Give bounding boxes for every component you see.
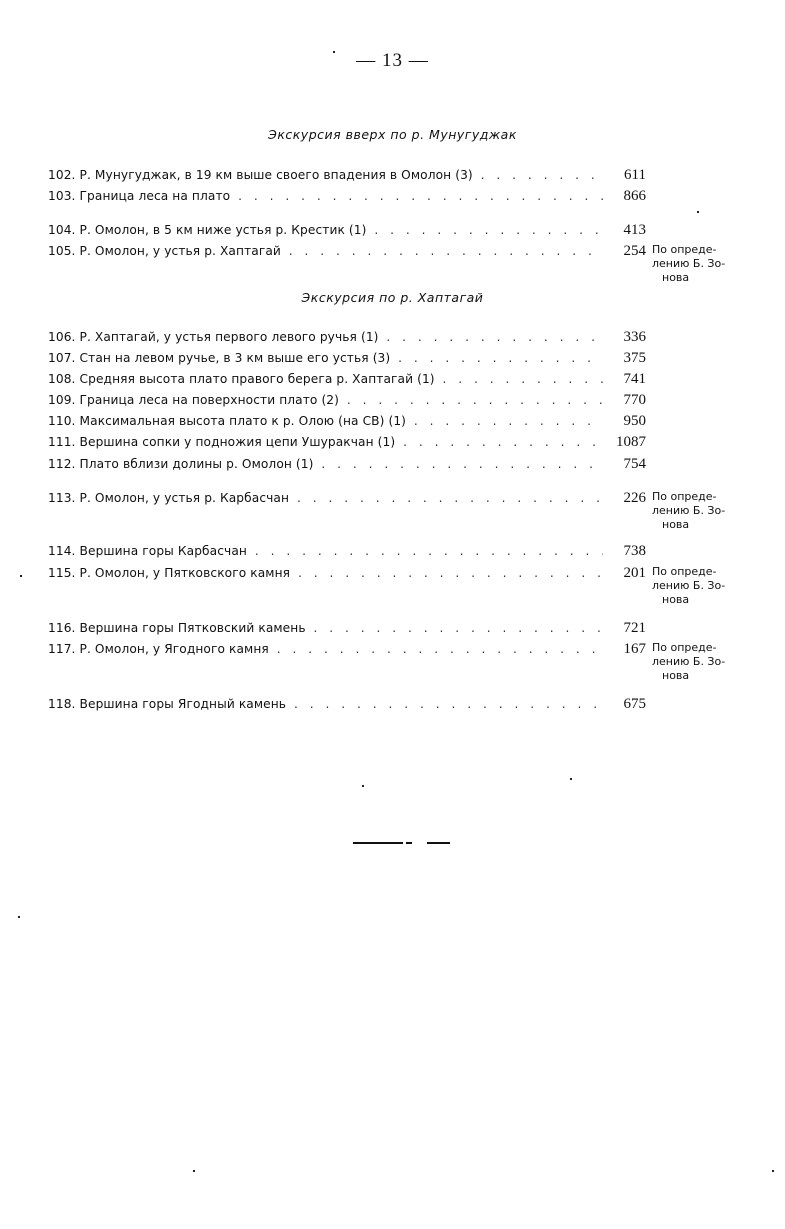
- print-speck: [697, 211, 699, 213]
- table-row: [48, 221, 768, 239]
- print-speck: [20, 575, 22, 577]
- note-line: По опреде-: [652, 243, 717, 256]
- row-label: 116. Вершина горы Пятковский камень . . .: [48, 619, 603, 637]
- row-value: 413: [623, 222, 646, 238]
- table-row: [48, 370, 768, 388]
- row-value: 770: [623, 392, 646, 408]
- row-value: 721: [623, 620, 646, 636]
- row-value: 738: [623, 543, 646, 559]
- print-speck: [362, 785, 364, 787]
- note-line: По опреде-: [652, 490, 717, 503]
- print-speck: [333, 51, 335, 53]
- row-label: 117. Р. Омолон, у Ягодного камня . . .: [48, 640, 603, 658]
- row-note: [652, 641, 752, 683]
- note-line: нова: [662, 518, 690, 531]
- table-row: [48, 349, 768, 367]
- row-value: 675: [623, 696, 646, 712]
- row-value: 866: [623, 188, 646, 204]
- note-line: лению Б. Зо-: [652, 257, 726, 270]
- note-line: По опреде-: [652, 565, 717, 578]
- table-row: [48, 242, 768, 284]
- end-rule-dash: [406, 842, 412, 844]
- note-line: нова: [662, 669, 690, 682]
- table-row: [48, 564, 768, 606]
- row-value: 950: [623, 413, 646, 429]
- table-row: [48, 187, 768, 205]
- row-label: 113. Р. Омолон, у устья р. Карбасчан . . .: [48, 489, 603, 507]
- row-value: 336: [623, 329, 646, 345]
- row-label: 118. Вершина горы Ягодный камень . . .: [48, 695, 603, 713]
- print-speck: [772, 1170, 774, 1172]
- page-number: — 13 —: [356, 50, 429, 71]
- end-rule: [353, 842, 403, 844]
- print-speck: [193, 1170, 195, 1172]
- table-row: [48, 489, 768, 531]
- table-row: [48, 455, 768, 473]
- row-value: 167: [623, 641, 646, 657]
- row-value: 1087: [616, 434, 646, 450]
- note-line: нова: [662, 593, 690, 606]
- table-row: [48, 640, 768, 682]
- row-label: 103. Граница леса на плато . . .: [48, 187, 603, 205]
- row-label: 112. Плато вблизи долины р. Омолон (1) . . .: [48, 455, 603, 473]
- table-row: [48, 695, 768, 713]
- row-note: [652, 243, 752, 285]
- table-row: [48, 391, 768, 409]
- row-note: [652, 490, 752, 532]
- table-row: [48, 166, 768, 184]
- note-line: лению Б. Зо-: [652, 504, 726, 517]
- section-title-khaptagai: Экскурсия по р. Хаптагай: [301, 290, 484, 305]
- table-row: [48, 328, 768, 346]
- section-title-munugudzhak: Экскурсия вверх по р. Мунугуджак: [268, 127, 517, 142]
- table-row: [48, 619, 768, 637]
- table-row: [48, 433, 768, 451]
- row-note: [652, 565, 752, 607]
- table-row: [48, 412, 768, 430]
- row-label: 109. Граница леса на поверхности плато (2) . . .: [48, 391, 603, 409]
- note-line: лению Б. Зо-: [652, 579, 726, 592]
- table-row: [48, 542, 768, 560]
- row-label: 105. Р. Омолон, у устья р. Хаптагай . . .: [48, 242, 603, 260]
- row-value: 741: [623, 371, 646, 387]
- row-label: 102. Р. Мунугуджак, в 19 км выше своего впадения в Омолон (3) . . .: [48, 166, 603, 184]
- print-speck: [570, 778, 572, 780]
- row-label: 115. Р. Омолон, у Пятковского камня . . .: [48, 564, 603, 582]
- print-speck: [18, 916, 20, 918]
- note-line: По опреде-: [652, 641, 717, 654]
- row-value: 375: [623, 350, 646, 366]
- row-label: 111. Вершина сопки у подножия цепи Ушуракчан (1) . . .: [48, 433, 603, 451]
- row-label: 104. Р. Омолон, в 5 км ниже устья р. Крестик (1) . . .: [48, 221, 603, 239]
- row-value: 226: [623, 490, 646, 506]
- note-line: нова: [662, 271, 690, 284]
- row-label: 114. Вершина горы Карбасчан . . .: [48, 542, 603, 560]
- row-value: 201: [623, 565, 646, 581]
- row-label: 107. Стан на левом ручье, в 3 км выше его устья (3) . . .: [48, 349, 603, 367]
- row-label: 108. Средняя высота плато правого берега р. Хаптагай (1) . . .: [48, 370, 603, 388]
- end-rule-tail: [427, 842, 450, 844]
- row-value: 611: [624, 167, 646, 183]
- row-label: 110. Максимальная высота плато к р. Олою (на СВ) (1) . . .: [48, 412, 603, 430]
- row-value: 254: [623, 243, 646, 259]
- row-value: 754: [623, 456, 646, 472]
- note-line: лению Б. Зо-: [652, 655, 726, 668]
- row-label: 106. Р. Хаптагай, у устья первого левого ручья (1) . . .: [48, 328, 603, 346]
